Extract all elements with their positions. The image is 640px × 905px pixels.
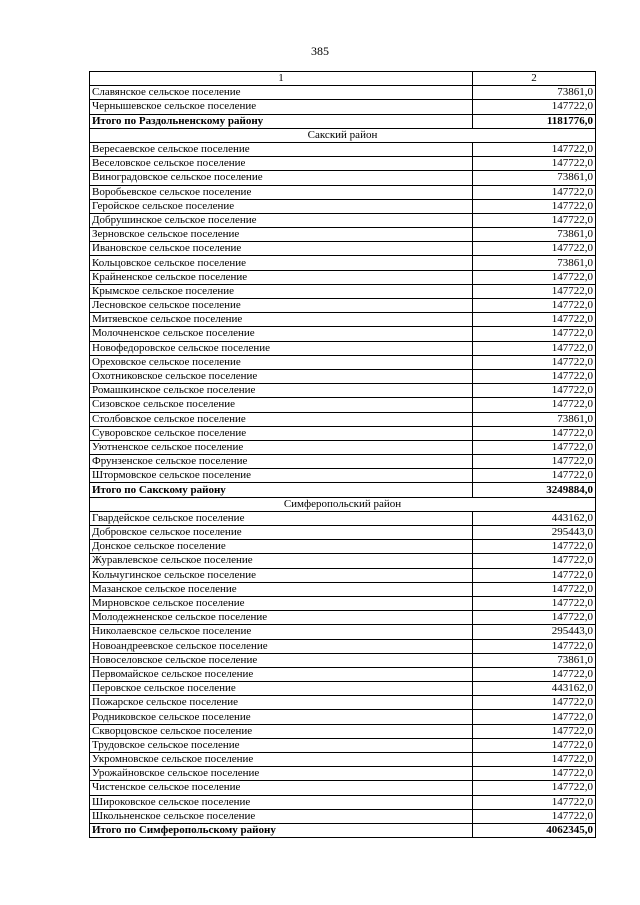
table-row — [90, 582, 596, 596]
table-row — [90, 100, 596, 114]
settlement-name: Суворовское сельское поселение — [90, 426, 473, 440]
table-row — [90, 86, 596, 100]
settlement-name: Веселовское сельское поселение — [90, 157, 473, 171]
amount: 147722,0 — [473, 639, 596, 653]
amount: 147722,0 — [473, 554, 596, 568]
amount: 147722,0 — [473, 100, 596, 114]
settlement-name: Вересаевское сельское поселение — [90, 142, 473, 156]
settlement-name: Митяевское сельское поселение — [90, 313, 473, 327]
table-row — [90, 710, 596, 724]
table-row — [90, 213, 596, 227]
table-row — [90, 738, 596, 752]
settlement-name: Новофедоровское сельское поселение — [90, 341, 473, 355]
amount: 147722,0 — [473, 540, 596, 554]
table-row — [90, 341, 596, 355]
amount: 147722,0 — [473, 426, 596, 440]
table-row — [90, 299, 596, 313]
settlement-name: Молодежненское сельское поселение — [90, 611, 473, 625]
amount: 147722,0 — [473, 384, 596, 398]
table-row — [90, 199, 596, 213]
district-total-row — [90, 823, 596, 837]
table-row — [90, 171, 596, 185]
settlement-name: Новоселовское сельское поселение — [90, 653, 473, 667]
amount: 147722,0 — [473, 341, 596, 355]
total-label: Итого по Сакскому району — [90, 483, 473, 497]
district-section-row — [90, 128, 596, 142]
amount: 443162,0 — [473, 511, 596, 525]
amount: 147722,0 — [473, 611, 596, 625]
allocation-table — [89, 71, 596, 838]
settlement-name: Скворцовское сельское поселение — [90, 724, 473, 738]
amount: 147722,0 — [473, 242, 596, 256]
amount: 147722,0 — [473, 213, 596, 227]
table-row — [90, 511, 596, 525]
table-row — [90, 157, 596, 171]
amount: 147722,0 — [473, 284, 596, 298]
table-row — [90, 596, 596, 610]
settlement-name: Донское сельское поселение — [90, 540, 473, 554]
column-header-2: 2 — [473, 72, 596, 86]
amount: 73861,0 — [473, 256, 596, 270]
settlement-name: Геройское сельское поселение — [90, 199, 473, 213]
amount: 147722,0 — [473, 455, 596, 469]
table-header-row — [90, 72, 596, 86]
table-row — [90, 426, 596, 440]
amount: 147722,0 — [473, 142, 596, 156]
table-row — [90, 724, 596, 738]
amount: 147722,0 — [473, 582, 596, 596]
amount: 295443,0 — [473, 625, 596, 639]
total-label: Итого по Симферопольскому району — [90, 823, 473, 837]
table-row — [90, 625, 596, 639]
settlement-name: Зерновское сельское поселение — [90, 228, 473, 242]
table-row — [90, 185, 596, 199]
settlement-name: Ивановское сельское поселение — [90, 242, 473, 256]
table-row — [90, 256, 596, 270]
settlement-name: Кольчугинское сельское поселение — [90, 568, 473, 582]
district-total-row — [90, 114, 596, 128]
table-row — [90, 440, 596, 454]
settlement-name: Крымское сельское поселение — [90, 284, 473, 298]
amount: 147722,0 — [473, 355, 596, 369]
settlement-name: Школьненское сельское поселение — [90, 809, 473, 823]
settlement-name: Лесновское сельское поселение — [90, 299, 473, 313]
total-label: Итого по Раздольненскому району — [90, 114, 473, 128]
amount: 147722,0 — [473, 398, 596, 412]
district-heading: Симферопольский район — [90, 497, 596, 511]
table-row — [90, 554, 596, 568]
table-row — [90, 682, 596, 696]
amount: 147722,0 — [473, 185, 596, 199]
amount: 147722,0 — [473, 724, 596, 738]
table-row — [90, 753, 596, 767]
settlement-name: Чистенское сельское поселение — [90, 781, 473, 795]
amount: 147722,0 — [473, 369, 596, 383]
table-row — [90, 611, 596, 625]
settlement-name: Охотниковское сельское поселение — [90, 369, 473, 383]
settlement-name: Виноградовское сельское поселение — [90, 171, 473, 185]
amount: 147722,0 — [473, 313, 596, 327]
table-row — [90, 540, 596, 554]
settlement-name: Добрушинское сельское поселение — [90, 213, 473, 227]
amount: 147722,0 — [473, 753, 596, 767]
amount: 73861,0 — [473, 228, 596, 242]
amount: 147722,0 — [473, 781, 596, 795]
total-amount: 4062345,0 — [473, 823, 596, 837]
settlement-name: Славянское сельское поселение — [90, 86, 473, 100]
settlement-name: Столбовское сельское поселение — [90, 412, 473, 426]
settlement-name: Пожарское сельское поселение — [90, 696, 473, 710]
total-amount: 3249884,0 — [473, 483, 596, 497]
table-row — [90, 809, 596, 823]
amount: 73861,0 — [473, 86, 596, 100]
settlement-name: Широковское сельское поселение — [90, 795, 473, 809]
table-row — [90, 398, 596, 412]
table-row — [90, 142, 596, 156]
amount: 147722,0 — [473, 299, 596, 313]
settlement-name: Родниковское сельское поселение — [90, 710, 473, 724]
amount: 443162,0 — [473, 682, 596, 696]
amount: 73861,0 — [473, 412, 596, 426]
settlement-name: Чернышевское сельское поселение — [90, 100, 473, 114]
table-row — [90, 412, 596, 426]
amount: 147722,0 — [473, 767, 596, 781]
table-row — [90, 455, 596, 469]
page-number: 385 — [311, 44, 329, 58]
settlement-name: Первомайское сельское поселение — [90, 667, 473, 681]
table-row — [90, 767, 596, 781]
amount: 147722,0 — [473, 710, 596, 724]
amount: 147722,0 — [473, 795, 596, 809]
amount: 295443,0 — [473, 526, 596, 540]
table-row — [90, 270, 596, 284]
amount: 73861,0 — [473, 653, 596, 667]
table-row — [90, 696, 596, 710]
table-row — [90, 313, 596, 327]
table-row — [90, 369, 596, 383]
settlement-name: Воробьевское сельское поселение — [90, 185, 473, 199]
settlement-name: Трудовское сельское поселение — [90, 738, 473, 752]
table-row — [90, 469, 596, 483]
settlement-name: Журавлевское сельское поселение — [90, 554, 473, 568]
amount: 147722,0 — [473, 809, 596, 823]
settlement-name: Укромновское сельское поселение — [90, 753, 473, 767]
column-header-1: 1 — [90, 72, 473, 86]
table-row — [90, 568, 596, 582]
settlement-name: Мирновское сельское поселение — [90, 596, 473, 610]
settlement-name: Ореховское сельское поселение — [90, 355, 473, 369]
table-row — [90, 795, 596, 809]
district-total-row — [90, 483, 596, 497]
table-row — [90, 242, 596, 256]
table-row — [90, 781, 596, 795]
table-row — [90, 355, 596, 369]
amount: 147722,0 — [473, 199, 596, 213]
settlement-name: Сизовское сельское поселение — [90, 398, 473, 412]
district-heading: Сакский район — [90, 128, 596, 142]
amount: 147722,0 — [473, 157, 596, 171]
amount: 147722,0 — [473, 667, 596, 681]
table-row — [90, 526, 596, 540]
table-row — [90, 639, 596, 653]
table-row — [90, 667, 596, 681]
settlement-name: Новоандреевское сельское поселение — [90, 639, 473, 653]
amount: 147722,0 — [473, 596, 596, 610]
table-row — [90, 327, 596, 341]
settlement-name: Добровское сельское поселение — [90, 526, 473, 540]
amount: 73861,0 — [473, 171, 596, 185]
amount: 147722,0 — [473, 738, 596, 752]
table-row — [90, 228, 596, 242]
settlement-name: Штормовское сельское поселение — [90, 469, 473, 483]
settlement-name: Гвардейское сельское поселение — [90, 511, 473, 525]
settlement-name: Мазанское сельское поселение — [90, 582, 473, 596]
amount: 147722,0 — [473, 327, 596, 341]
settlement-name: Фрунзенское сельское поселение — [90, 455, 473, 469]
district-section-row — [90, 497, 596, 511]
settlement-name: Молочненское сельское поселение — [90, 327, 473, 341]
amount: 147722,0 — [473, 568, 596, 582]
settlement-name: Ромашкинское сельское поселение — [90, 384, 473, 398]
settlement-name: Урожайновское сельское поселение — [90, 767, 473, 781]
table-body — [90, 72, 596, 838]
amount: 147722,0 — [473, 440, 596, 454]
table-row — [90, 284, 596, 298]
settlement-name: Крайненское сельское поселение — [90, 270, 473, 284]
amount: 147722,0 — [473, 469, 596, 483]
settlement-name: Кольцовское сельское поселение — [90, 256, 473, 270]
table-row — [90, 653, 596, 667]
amount: 147722,0 — [473, 270, 596, 284]
settlement-name: Уютненское сельское поселение — [90, 440, 473, 454]
table-row — [90, 384, 596, 398]
amount: 147722,0 — [473, 696, 596, 710]
settlement-name: Николаевское сельское поселение — [90, 625, 473, 639]
total-amount: 1181776,0 — [473, 114, 596, 128]
settlement-name: Перовское сельское поселение — [90, 682, 473, 696]
